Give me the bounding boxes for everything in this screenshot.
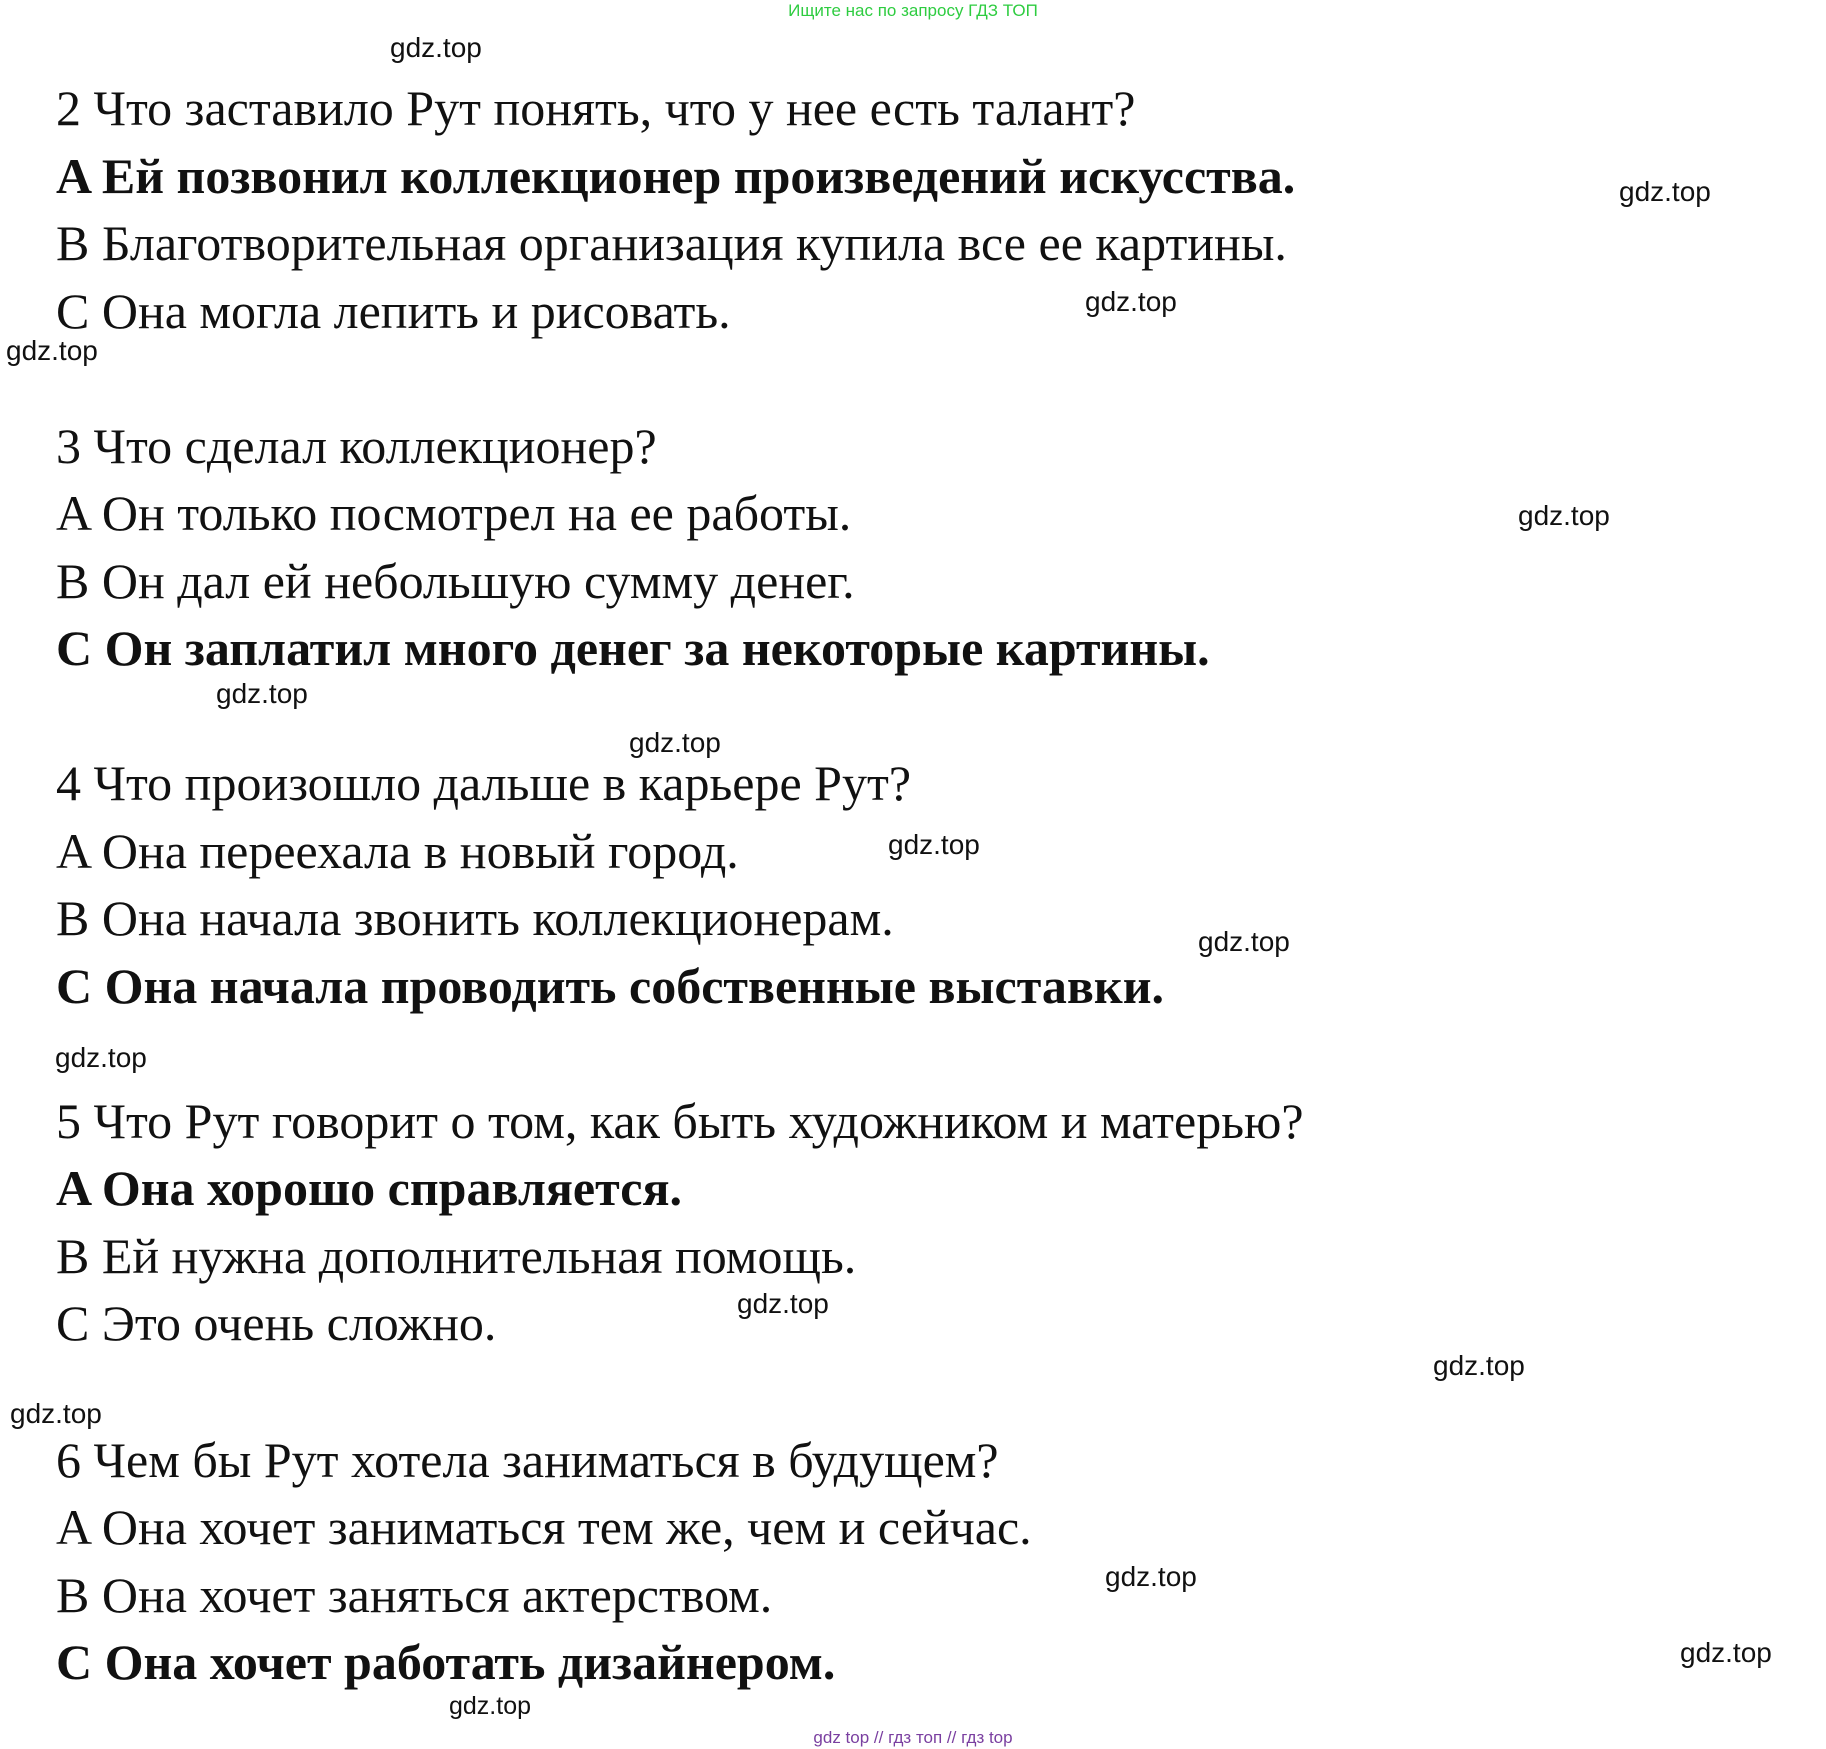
question-3-text: 3 Что сделал коллекционер?	[56, 418, 657, 474]
watermark: gdz.top	[1198, 926, 1290, 957]
watermark: gdz.top	[629, 727, 721, 758]
watermark: gdz.top	[888, 829, 980, 860]
question-2-option-b: B Благотворительная организация купила все ее картины.	[56, 215, 1287, 271]
question-5-option-b: B Ей нужна дополнительная помощь.	[56, 1228, 857, 1284]
watermark: gdz.top	[390, 32, 482, 63]
question-2-option-c: C Она могла лепить и рисовать.	[56, 283, 731, 339]
question-6-option-c: C Она хочет работать дизайнером.	[56, 1634, 836, 1690]
question-4-option-c: C Она начала проводить собственные выставки.	[56, 958, 1165, 1014]
watermark: gdz.top	[737, 1288, 829, 1319]
watermark: gdz.top	[216, 678, 308, 709]
bottom-footer: gdz top // гдз топ // гдз top	[813, 1728, 1013, 1747]
watermark: gdz.top	[1619, 176, 1711, 207]
question-6-text: 6 Чем бы Рут хотела заниматься в будущем?	[56, 1432, 999, 1488]
watermark: gdz.top	[1680, 1637, 1772, 1668]
top-banner: Ищите нас по запросу ГДЗ ТОП	[788, 1, 1038, 20]
question-4-text: 4 Что произошло дальше в карьере Рут?	[56, 755, 912, 811]
watermark: gdz.top	[6, 335, 98, 366]
question-6-option-b: B Она хочет заняться актерством.	[56, 1567, 773, 1623]
question-3-option-a: A Он только посмотрел на ее работы.	[56, 485, 852, 541]
question-6-option-a: A Она хочет заниматься тем же, чем и сейчас.	[56, 1499, 1032, 1555]
question-4-option-b: B Она начала звонить коллекционерам.	[56, 890, 894, 946]
question-3-option-c: C Он заплатил много денег за некоторые картины.	[56, 620, 1210, 676]
watermark: gdz.top	[1085, 286, 1177, 317]
watermark: gdz.top	[55, 1042, 147, 1073]
question-2-text: 2 Что заставило Рут понять, что у нее есть талант?	[56, 80, 1136, 136]
question-3-option-b: B Он дал ей небольшую сумму денег.	[56, 553, 855, 609]
question-5-option-a: A Она хорошо справляется.	[56, 1160, 683, 1216]
question-2-option-a: A Ей позвонил коллекционер произведений искусства.	[56, 148, 1296, 204]
watermark: gdz.top	[449, 1692, 532, 1720]
watermark: gdz.top	[1433, 1350, 1525, 1381]
watermark: gdz.top	[1105, 1561, 1197, 1592]
watermark: gdz.top	[10, 1398, 102, 1429]
question-5-option-c: C Это очень сложно.	[56, 1295, 497, 1351]
question-5-text: 5 Что Рут говорит о том, как быть художником и матерью?	[56, 1093, 1304, 1149]
watermark: gdz.top	[1518, 500, 1610, 531]
question-4-option-a: A Она переехала в новый город.	[56, 823, 739, 879]
